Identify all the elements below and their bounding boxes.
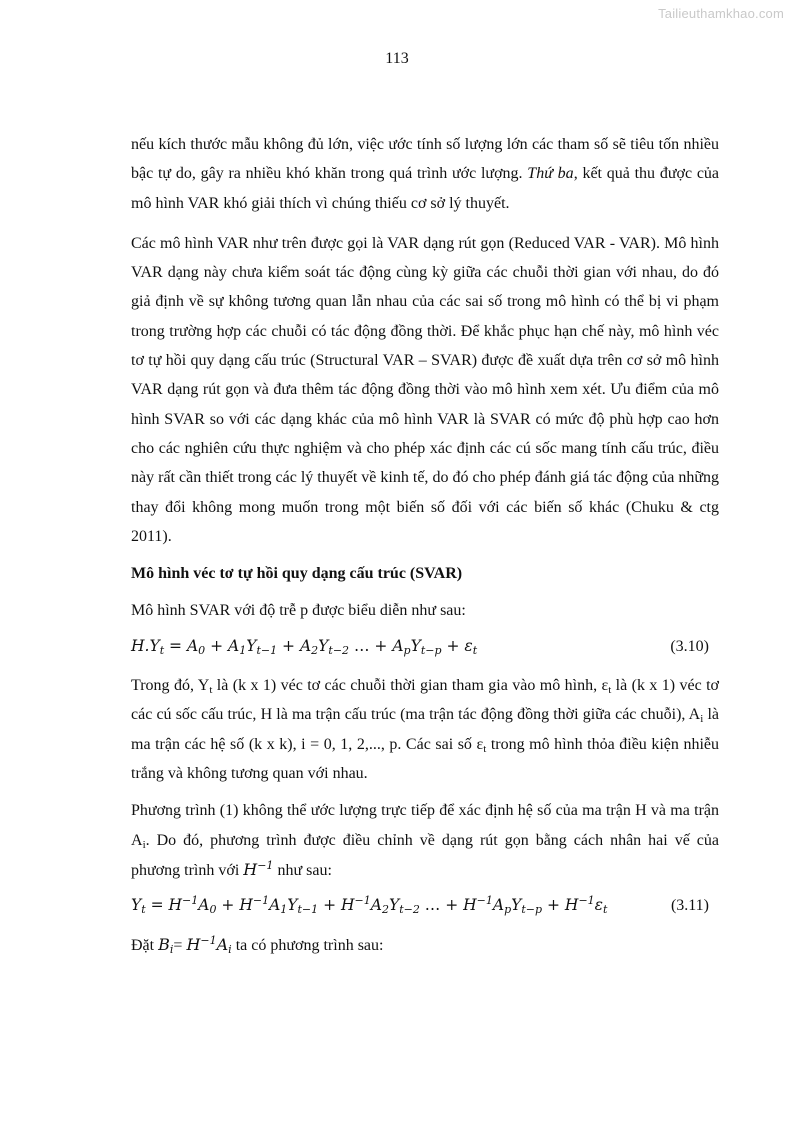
h-inverse-a-i-symbol: $H^{-1}A_i$ xyxy=(186,934,232,957)
paragraph-1-text-b: , kết quả thu được của mô hình VAR khó giải thích vì chúng thiếu cơ sở lý thuyết. xyxy=(131,165,720,212)
inverse-h-symbol: $H^{-1}$ xyxy=(243,858,274,879)
equation-3-11 xyxy=(131,891,719,920)
b-i-symbol: $B_i$ xyxy=(158,935,174,957)
paragraph-3: Mô hình SVAR với độ trễ p được biểu diễn như sau: xyxy=(131,602,466,620)
equation-3-11-number: (3.11) xyxy=(670,897,709,915)
watermark: Tailieuthamkhao.com xyxy=(658,6,784,21)
paragraph-6: Đặt $B_i= H^{-1}A_i$ ta có phương trình sau: xyxy=(131,934,384,957)
page-body xyxy=(131,130,719,961)
page-number: 113 xyxy=(385,50,409,67)
paragraph-5: Phương trình (1) không thể ước lượng trực tiếp để xác định hệ số của ma trận H và ma trận $A_i$. Do đó, phương trình được điều chỉnh về dạng rút gọn bằng cách nhân hai vế của phương trình với $H^{-1}$ như sau: xyxy=(131,802,719,879)
equation-3-10-body: $H.Y_t = A_0 + A_1Y_{t-1} + A_2Y_{t-2}$ … + $A_pY_{t-p} + \varepsilon_t$ xyxy=(131,636,478,657)
equation-3-10 xyxy=(131,632,719,661)
emphasis-thu-ba: Thứ ba xyxy=(527,165,574,183)
paragraph-1-text-a: nếu kích thước mẫu không đủ lớn, việc ước tính số lượng lớn các tham số sẽ tiêu tốn nhiều bậc tự do, gây ra nhiều khó khăn trong quá trình ước lượng. xyxy=(131,136,719,183)
paragraph-4: Trong đó, $Y_t$ là (k x 1) véc tơ các chuỗi thời gian tham gia vào mô hình, $\varepsilon_t$ là (k x 1) véc tơ các cú sốc cấu trúc, H là ma trận cấu trúc (ma trận tác động đồng thời giữa các chuỗi), $A_i$ là ma trận các hệ số (k x k), i = 0, 1, 2,..., p. Các sai số $\varepsilon_t$ trong mô hình thỏa điều kiện nhiễu trắng và không tương quan với nhau. xyxy=(131,677,720,782)
paragraph-2: Các mô hình VAR như trên được gọi là VAR dạng rút gọn (Reduced VAR - VAR). Mô hình VAR dạng này chưa kiểm soát tác động cùng kỳ giữa các chuỗi thời gian với nhau, do đó giả định về sự không tương quan lẫn nhau của các sai số trong mô hình có thể bị vi phạm trong trường hợp các chuỗi có tác động đồng thời. Để khắc phục hạn chế này, mô hình véc tơ tự hồi quy dạng cấu trúc (Structural VAR – SVAR) được đề xuất dựa trên cơ sở mô hình VAR dạng rút gọn và đưa thêm tác động đồng thời vào mô hình xem xét. Ưu điểm của mô hình SVAR so với các dạng khác của mô hình VAR là SVAR có mức độ phù hợp cao hơn cho các nghiên cứu thực nghiệm và cho phép xác định các cú sốc mang tính cấu trúc, điều này rất cần thiết trong các lý thuyết về kinh tế, do đó cho phép đánh giá tác động của những thay đổi không mong muốn trong một biến số đối với các biến số khác (Chuku & ctg 2011). xyxy=(131,234,719,545)
equation-3-10-number: (3.10) xyxy=(670,637,709,655)
section-heading: Mô hình véc tơ tự hồi quy dạng cấu trúc (SVAR) xyxy=(131,565,463,583)
paragraph-1 xyxy=(131,130,719,218)
equation-3-11-body: $Y_t = H^{-1}A_0 + H^{-1}A_1Y_{t-1} + H^{-1}A_2Y_{t-2}$ … + $H^{-1}A_pY_{t-p} + H^{-1}\varepsilon_t$ xyxy=(131,894,608,917)
